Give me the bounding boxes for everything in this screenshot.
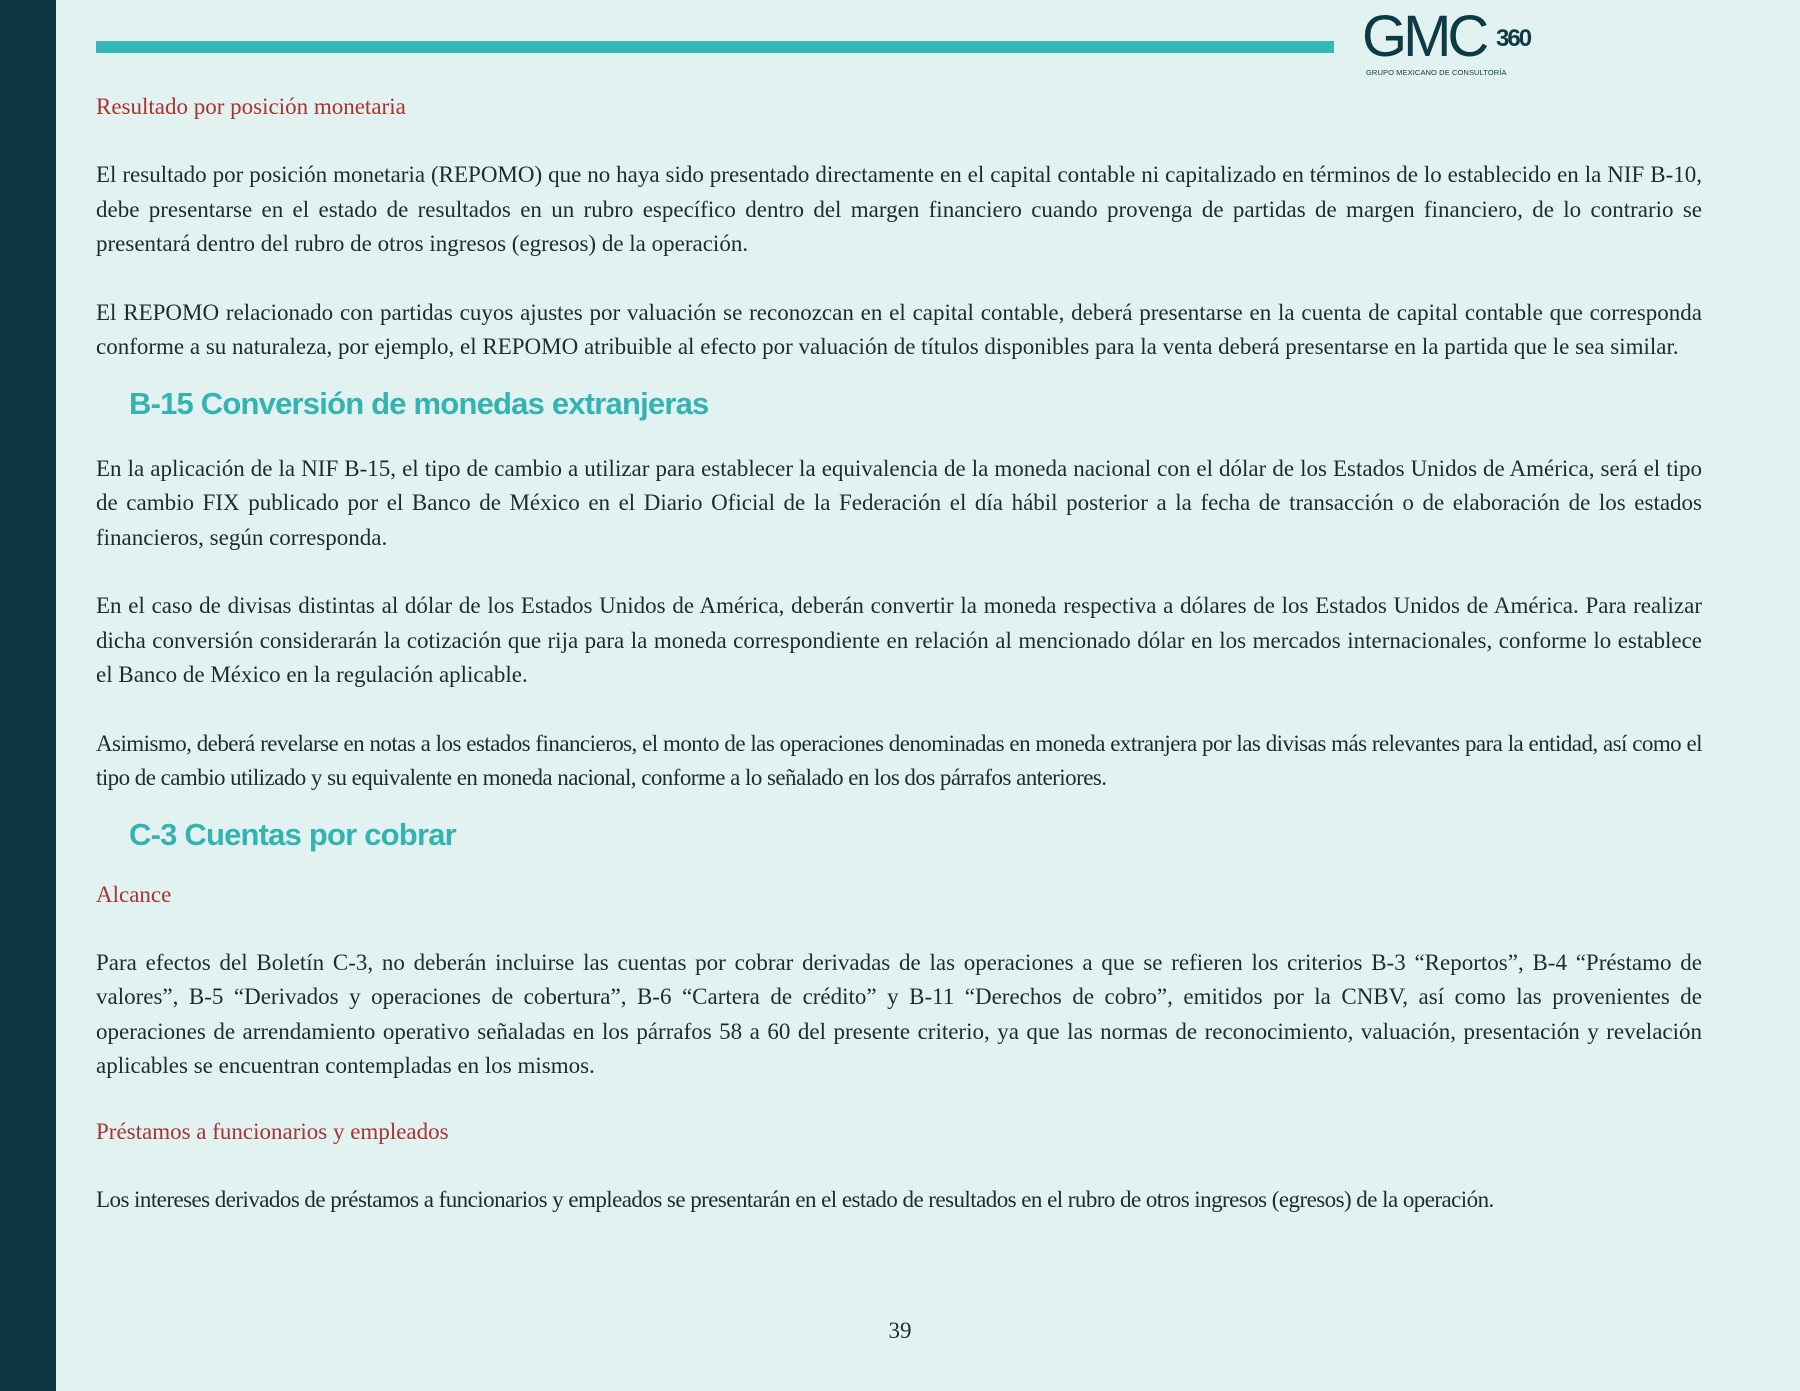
side-bar (0, 0, 56, 1391)
heading-alcance: Alcance (96, 881, 172, 907)
page-content (96, 90, 1702, 1217)
paragraph-prestamos: Los intereses derivados de préstamos a funcionarios y empleados se presentarán en el estado de resultados en el rubro de otros ingresos (egresos) de la operación. (96, 1186, 1494, 1212)
page-number: 39 (888, 1318, 912, 1343)
header-rule (96, 41, 1334, 53)
paragraph-repomo-1: El resultado por posición monetaria (REPOMO) que no haya sido presentado directamente en el capital contable ni capitalizado en términos de lo establecido en la NIF B-10, debe presentarse en el estado de resultados en un rubro específico dentro del margen financiero cuando provenga de partidas de margen financiero, de lo contrario se presentará dentro del rubro de otros ingresos (egresos) de la operación. (96, 162, 1702, 256)
paragraph-b15-1: En la aplicación de la NIF B-15, el tipo de cambio a utilizar para establecer la equivalencia de la moneda nacional con el dólar de los Estados Unidos de América, será el tipo de cambio FIX publicado por el Banco de México en el Diario Oficial de la Federación el día hábil posterior a la fecha de transacción o de elaboración de los estados financieros, según corresponda. (96, 455, 1702, 550)
logo-letters: GMC (1362, 4, 1486, 69)
paragraph-b15-2: En el caso de divisas distintas al dólar de los Estados Unidos de América, deberán convertir la moneda respectiva a dólares de los Estados Unidos de América. Para realizar dicha conversión considerarán la cotización que rija para la moneda correspondiente en relación al mencionado dólar en los mercados internacionales, conforme lo establece el Banco de México en la regulación aplicable. (96, 593, 1702, 687)
paragraph-b15-3: Asimismo, deberá revelarse en notas a los estados financieros, el monto de las operaciones denominadas en moneda extranjera por las divisas más relevantes para la entidad, así como el tipo de cambio utilizado y su equivalente en moneda nacional, conforme a lo señalado en los dos párrafos anteriores. (96, 730, 1702, 790)
paragraph-repomo-2: El REPOMO relacionado con partidas cuyos ajustes por valuación se reconozcan en el capital contable, deberá presentarse en la cuenta de capital contable que corresponda conforme a su naturaleza, por ejemplo, el REPOMO atribuible al efecto por valuación de títulos disponibles para la venta deberá presentarse en la partida que le sea similar. (96, 299, 1702, 359)
section-heading-c3: C-3 Cuentas por cobrar (129, 816, 456, 852)
logo-number: 360 (1496, 25, 1531, 52)
section-heading-b15: B-15 Conversión de monedas extranjeras (129, 385, 709, 421)
paragraph-alcance: Para efectos del Boletín C-3, no deberán incluirse las cuentas por cobrar derivadas de las operaciones a que se refieren los criterios B-3 “Reportos”, B-4 “Préstamo de valores”, B-5 “Derivados y operaciones de cobertura”, B-6 “Cartera de crédito” y B-11 “Derechos de cobro”, emitidos por la CNBV, así como las provenientes de operaciones de arrendamiento operativo señaladas en los párrafos 58 a 60 del presente criterio, ya que las normas de reconocimiento, valuación, presentación y revelación aplicables se encuentran contempladas en los mismos. (96, 949, 1702, 1078)
company-logo (1362, 4, 1532, 82)
logo-subtitle: GRUPO MEXICANO DE CONSULTORÍA (1366, 68, 1507, 77)
heading-prestamos: Préstamos a funcionarios y empleados (96, 1118, 449, 1144)
heading-repomo: Resultado por posición monetaria (96, 94, 406, 119)
